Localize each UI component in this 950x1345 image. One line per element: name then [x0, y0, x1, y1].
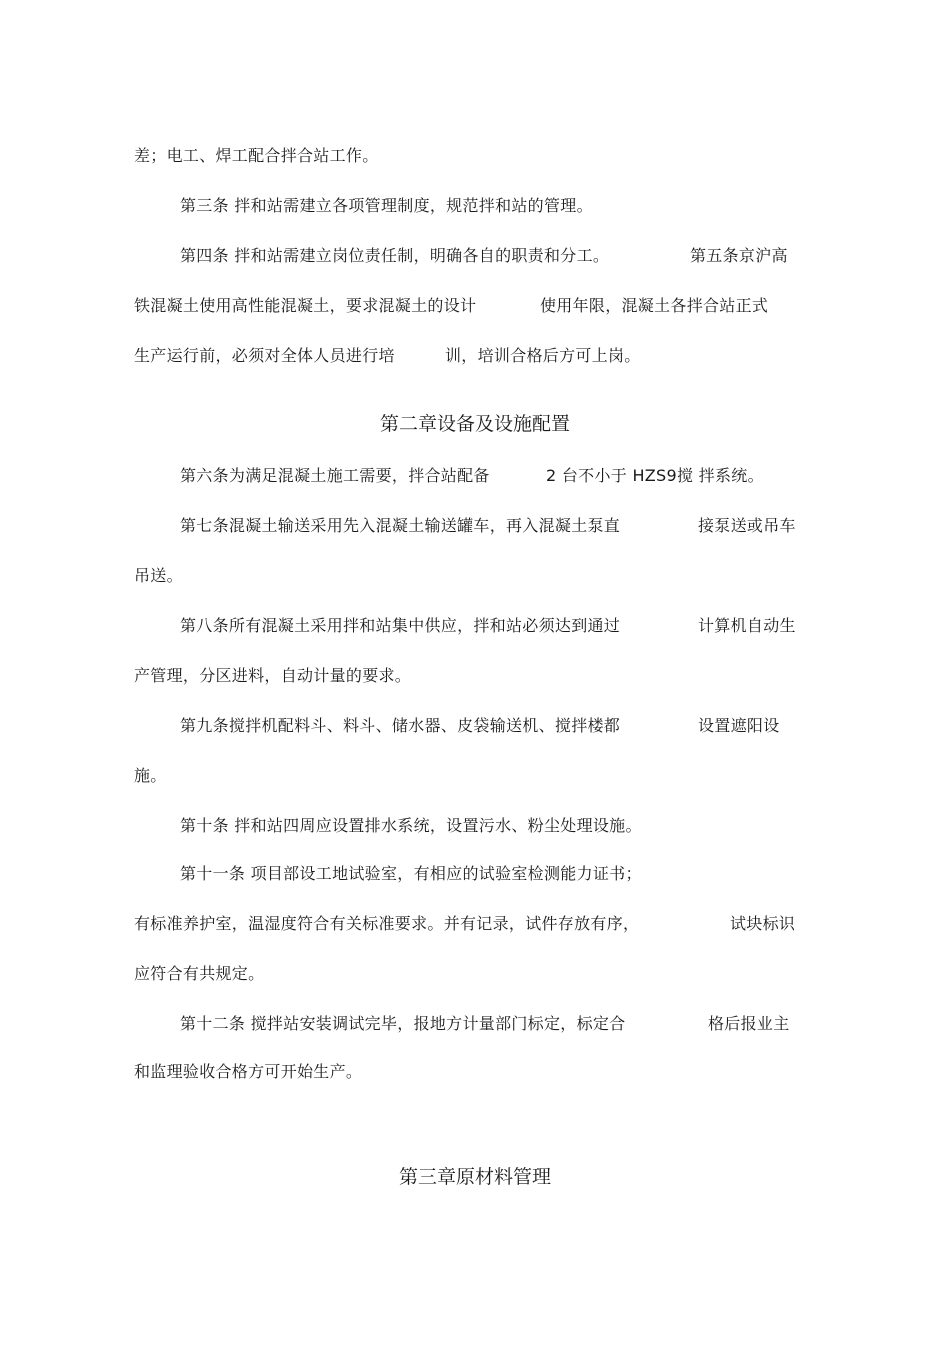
text-line: 第四条 拌和站需建立岗位责任制，明确各自的职责和分工。	[180, 246, 610, 265]
text-line: 格后报业主	[708, 1014, 790, 1033]
text-line: 第三条 拌和站需建立各项管理制度，规范拌和站的管理。	[180, 196, 593, 215]
text-line: 和监理验收合格方可开始生产。	[134, 1062, 363, 1081]
text-line: 第六条为满足混凝土施工需要，拌合站配备	[180, 466, 490, 485]
text-line: 吊送。	[134, 566, 183, 585]
text-line: 铁混凝土使用高性能混凝土，要求混凝土的设计	[134, 296, 477, 315]
text-line: 第十二条 搅拌站安装调试完毕，报地方计量部门标定，标定合	[180, 1014, 626, 1033]
text-line: 使用年限，混凝土各拌合站正式	[540, 296, 769, 315]
text-line: 训，培训合格后方可上岗。	[445, 346, 641, 365]
text-line: 计算机自动生	[698, 616, 796, 635]
text-line: 生产运行前，必须对全体人员进行培	[134, 346, 395, 365]
chapter-heading: 第二章设备及设施配置	[379, 413, 570, 435]
text-line: 第十条 拌和站四周应设置排水系统，设置污水、粉尘处理设施。	[180, 816, 642, 835]
text-line: 产管理，分区进料，自动计量的要求。	[134, 666, 412, 685]
text-line: 第八条所有混凝土采用拌和站集中供应，拌和站必须达到通过	[180, 616, 621, 635]
text-line: 第五条京沪高	[690, 246, 788, 265]
text-line: 第九条搅拌机配料斗、料斗、储水器、皮袋输送机、搅拌楼都	[180, 716, 621, 735]
text-line: 接泵送或吊车	[698, 516, 796, 535]
text-line: 第十一条 项目部设工地试验室，有相应的试验室检测能力证书；	[180, 864, 642, 883]
text-line: 设置遮阳设	[698, 716, 780, 735]
text-line: 施。	[134, 766, 167, 785]
text-line: 第七条混凝土输送采用先入混凝土输送罐车，再入混凝土泵直	[180, 516, 621, 535]
text-line: 差；电工、焊工配合拌合站工作。	[134, 146, 379, 165]
chapter-heading: 第三章原材料管理	[398, 1166, 551, 1188]
text-line: 应符合有共规定。	[134, 964, 265, 983]
text-line: 2 台不小于 HZS9搅 拌系统。	[546, 466, 764, 485]
text-line: 有标准养护室，温湿度符合有关标准要求。并有记录，试件存放有序，	[134, 914, 640, 933]
text-line: 试块标识	[730, 914, 796, 933]
